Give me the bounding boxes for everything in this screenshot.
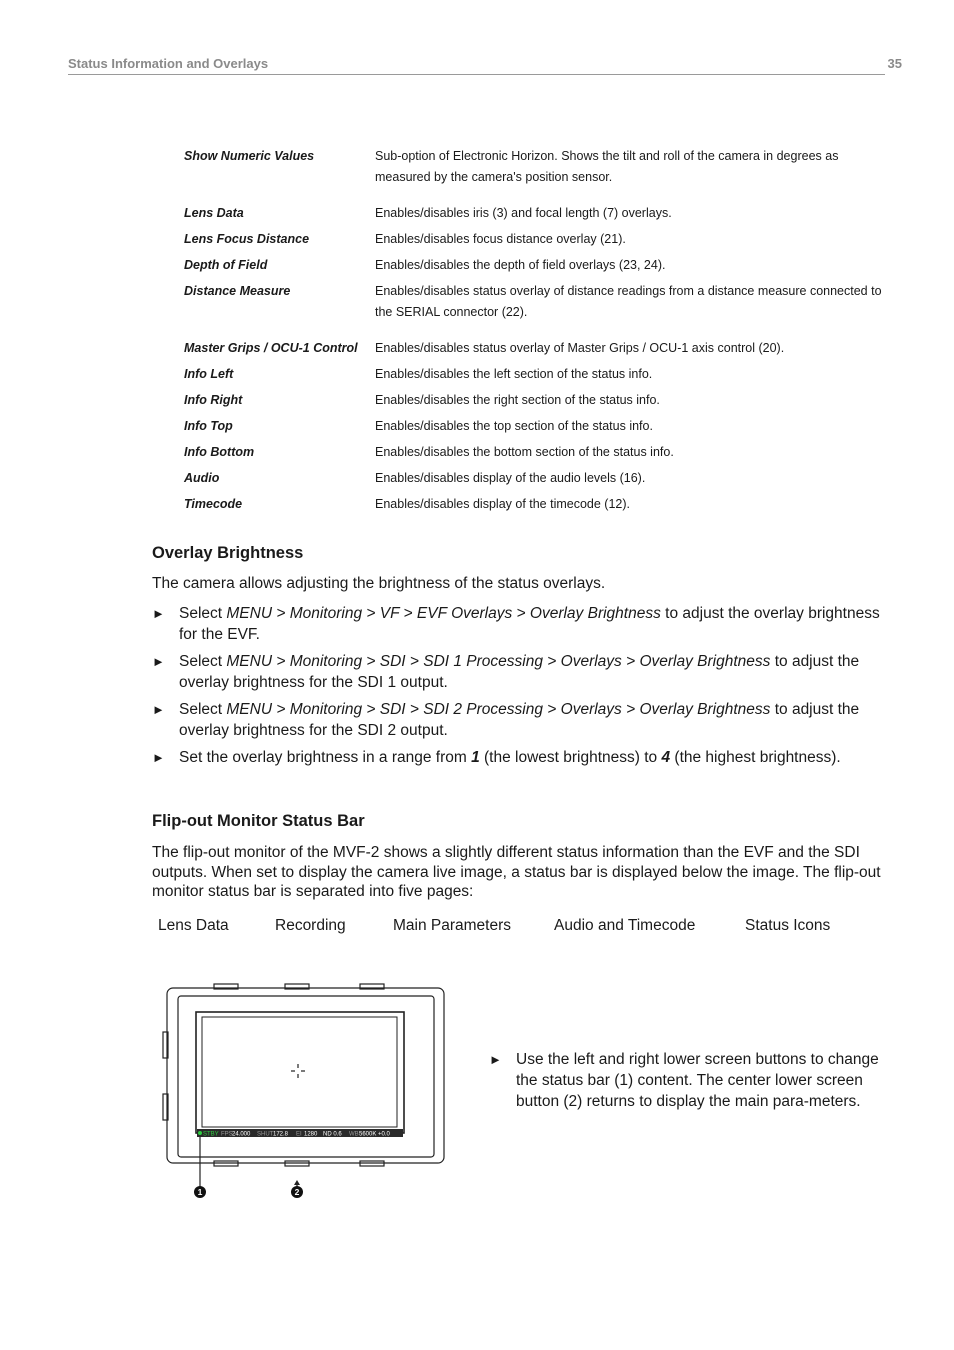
option-description: Enables/disables the left section of the status info.	[375, 367, 653, 381]
fps-label: FPS	[221, 1131, 233, 1138]
page-label: Recording	[275, 917, 346, 934]
flipout-monitor-figure	[160, 982, 450, 1204]
range-min: 1	[471, 749, 480, 766]
overlay-brightness-heading: Overlay Brightness	[152, 544, 304, 562]
option-description: Enables/disables display of the timecode (12).	[375, 497, 631, 511]
option-name: Distance Measure	[184, 284, 291, 298]
option-name: Audio	[184, 471, 220, 485]
option-name: Timecode	[184, 497, 243, 511]
option-name: Depth of Field	[184, 258, 268, 272]
option-row	[184, 364, 884, 385]
overlay-brightness-steps	[152, 603, 886, 774]
nd-value: ND 0.6	[323, 1131, 342, 1138]
bullet-arrow-icon: ►	[152, 654, 165, 669]
ei-label: EI	[296, 1131, 302, 1138]
option-description: Enables/disables the top section of the status info.	[375, 419, 653, 433]
callout-label: 1	[197, 1187, 203, 1197]
option-row	[184, 281, 884, 323]
overlay-options-table	[184, 146, 884, 520]
option-description: Sub-option of Electronic Horizon. Shows the tilt and roll of the camera in degrees as measured by the camera's position sensor.	[375, 149, 839, 184]
step-text: to adjust the overlay brightness for the SDI 2 output.	[179, 701, 860, 739]
flipout-heading: Flip-out Monitor Status Bar	[152, 812, 365, 830]
option-description: Enables/disables status overlay of distance readings from a distance measure connected to the SERIAL connector (22).	[375, 284, 882, 319]
step-text: (the lowest brightness) to	[479, 749, 662, 766]
page-label: Lens Data	[158, 917, 229, 934]
step-item	[152, 651, 886, 693]
option-row	[184, 203, 884, 224]
option-description: Enables/disables status overlay of Master Grips / OCU-1 axis control (20).	[375, 341, 785, 355]
option-row	[184, 416, 884, 437]
option-name: Show Numeric Values	[184, 149, 315, 163]
option-name: Info Left	[184, 367, 234, 381]
bullet-arrow-icon: ►	[152, 606, 165, 621]
step-item	[152, 747, 886, 768]
option-row	[184, 255, 884, 276]
option-description: Enables/disables the depth of field overlays (23, 24).	[375, 258, 666, 272]
status-bar-pages	[0, 917, 954, 939]
callout-label: 2	[294, 1187, 300, 1197]
step-item	[152, 699, 886, 741]
option-name: Info Bottom	[184, 445, 255, 459]
menu-path: MENU > Monitoring > VF > EVF Overlays > Overlay Brightness	[226, 605, 661, 622]
option-row	[184, 442, 884, 463]
header-divider	[68, 74, 885, 75]
callout-2	[291, 1186, 303, 1198]
step-text: (the highest brightness).	[670, 749, 841, 766]
wb-label: WB	[349, 1131, 359, 1138]
option-row	[184, 494, 884, 515]
menu-path: MENU > Monitoring > SDI > SDI 2 Processing > Overlays > Overlay Brightness	[226, 701, 771, 718]
option-description: Enables/disables iris (3) and focal length (7) overlays.	[375, 206, 672, 220]
step-text: Select	[179, 605, 227, 622]
ei-value: 1280	[304, 1131, 318, 1138]
option-description: Enables/disables the right section of the status info.	[375, 393, 660, 407]
option-row	[184, 146, 884, 188]
status-stby: STBY	[203, 1131, 219, 1138]
option-name: Info Right	[184, 393, 243, 407]
option-description: Enables/disables focus distance overlay (21).	[375, 232, 626, 246]
menu-path: MENU > Monitoring > SDI > SDI 1 Processing > Overlays > Overlay Brightness	[226, 653, 771, 670]
instruction-text: Use the left and right lower screen buttons to change the status bar (1) content. The center lower screen button (2) returns to display the main para-meters.	[516, 1051, 879, 1110]
step-text: to adjust the overlay brightness for the EVF.	[179, 605, 880, 643]
option-description: Enables/disables display of the audio levels (16).	[375, 471, 646, 485]
option-name: Lens Focus Distance	[184, 232, 310, 246]
page-number: 35	[887, 56, 902, 71]
page-label: Main Parameters	[393, 917, 512, 934]
option-name: Lens Data	[184, 206, 244, 220]
bullet-arrow-icon: ►	[152, 702, 165, 717]
step-text: Set the overlay brightness in a range from	[179, 749, 472, 766]
step-text: Select	[179, 653, 227, 670]
step-text: Select	[179, 701, 227, 718]
option-row	[184, 338, 884, 359]
bullet-arrow-icon: ►	[152, 750, 165, 765]
option-row	[184, 229, 884, 250]
fps-value: 24.000	[232, 1131, 251, 1138]
section-title: Status Information and Overlays	[68, 56, 269, 71]
shutter-value: 172.8	[273, 1131, 289, 1138]
monitor-drawing	[160, 982, 450, 1204]
bullet-arrow-icon: ►	[489, 1052, 502, 1067]
page-header	[68, 56, 902, 76]
step-text: to adjust the overlay brightness for the SDI 1 output.	[179, 653, 860, 691]
range-max: 4	[661, 749, 671, 766]
flipout-intro: The flip-out monitor of the MVF-2 shows a slightly different status information than the EVF and the SDI outputs. When set to display the camera live image, a status bar is displayed below the image. The flip-out monitor status bar is separated into five pages:	[152, 844, 881, 900]
step-item	[152, 603, 886, 645]
callout-1	[194, 1186, 206, 1198]
option-name: Info Top	[184, 419, 233, 433]
shutter-label: SHUT	[257, 1131, 274, 1138]
option-row	[184, 390, 884, 411]
overlay-brightness-intro: The camera allows adjusting the brightness of the status overlays.	[152, 575, 606, 592]
wb-value: 5600K +0.0	[359, 1131, 390, 1138]
option-name: Master Grips / OCU-1 Control	[184, 341, 358, 355]
page-label: Audio and Timecode	[554, 917, 696, 934]
monitor-instruction	[489, 1049, 884, 1112]
option-row	[184, 468, 884, 489]
option-description: Enables/disables the bottom section of the status info.	[375, 445, 674, 459]
page-label: Status Icons	[745, 917, 831, 934]
